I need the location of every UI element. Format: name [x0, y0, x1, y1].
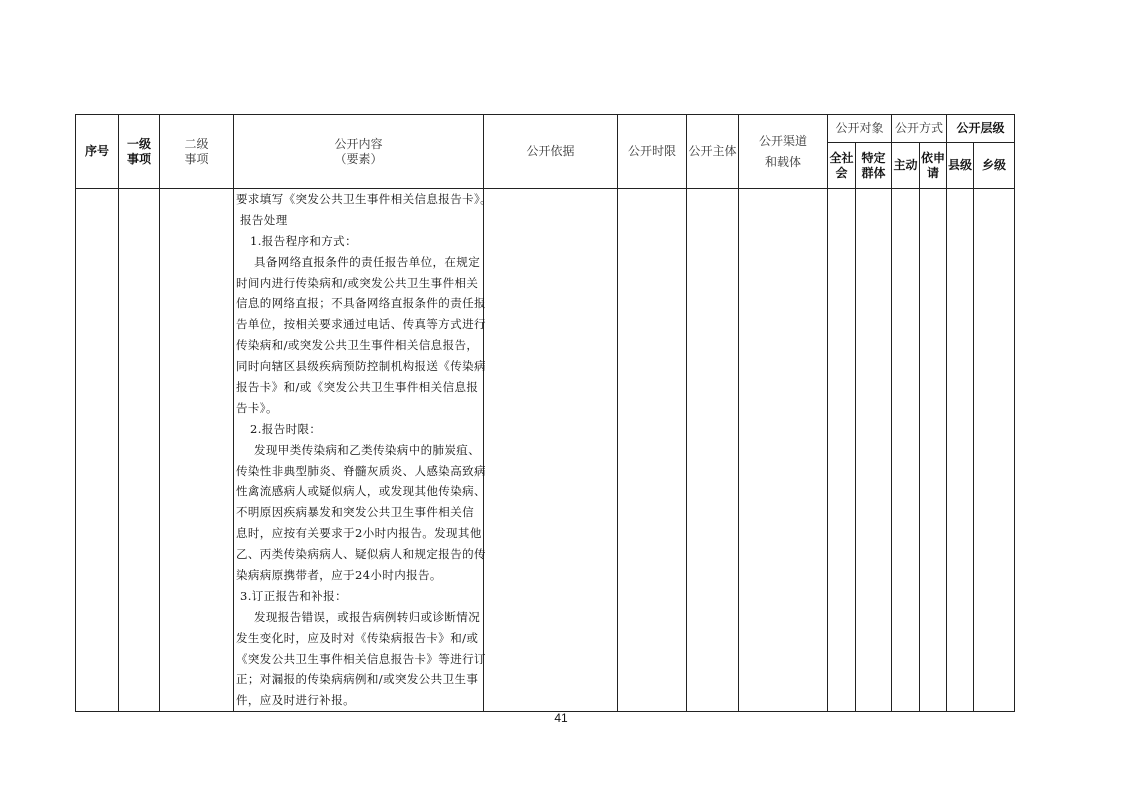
cell-basis — [484, 189, 618, 712]
header-basis: 公开依据 — [484, 115, 618, 189]
content-line: 1.报告程序和方式： — [250, 233, 357, 248]
header-level2: 二级 事项 — [160, 115, 234, 189]
cell-target-all — [828, 189, 856, 712]
cell-method-apply — [920, 189, 947, 712]
header-content-sub: （要素） — [334, 151, 383, 166]
cell-seq — [76, 189, 119, 712]
header-content — [234, 115, 484, 189]
header-content-title: 公开内容 — [334, 136, 383, 151]
header-target-all: 全社 会 — [828, 143, 856, 189]
content-line: 件，应及时进行补报。 — [236, 693, 355, 708]
header-level1: 一级 事项 — [119, 115, 160, 189]
content-line: 告卡》。 — [236, 400, 278, 415]
content-line: 染病病原携带者，应于24小时内报告。 — [236, 568, 442, 583]
header-level-township: 乡级 — [974, 143, 1015, 189]
content-line: 《突发公共卫生事件相关信息报告卡》等进行订 — [236, 651, 486, 666]
content-line: 同时向辖区县级疾病预防控制机构报送《传染病 — [236, 359, 486, 374]
header-level-county: 县级 — [947, 143, 974, 189]
content-line: 性禽流感病人或疑似病人，或发现其他传染病、 — [236, 484, 486, 499]
content-line: 报告卡》和/或《突发公共卫生事件相关信息报 — [236, 380, 479, 395]
content-line: 息时，应按有关要求于2小时内报告。发现其他 — [236, 526, 482, 541]
cell-content — [234, 189, 493, 712]
content-line: 2.报告时限： — [250, 421, 322, 436]
header-level-group: 公开层级 — [947, 115, 1015, 143]
header-target-group: 公开对象 — [828, 115, 892, 143]
header-channel — [739, 115, 828, 189]
cell-channel — [739, 189, 828, 712]
header-method-group: 公开方式 — [892, 115, 947, 143]
content-line: 乙、丙类传染病病人、疑似病人和规定报告的传 — [236, 547, 486, 562]
header-channel-line2: 和载体 — [764, 154, 801, 169]
cell-level1 — [119, 189, 160, 712]
content-line: 3.订正报告和补报： — [240, 588, 347, 603]
cell-level2 — [160, 189, 234, 712]
content-line: 传染病和/或突发公共卫生事件相关信息报告， — [236, 338, 479, 353]
header-subject: 公开主体 — [687, 115, 739, 189]
cell-time-limit — [618, 189, 687, 712]
content-line: 时间内进行传染病和/或突发公共卫生事件相关 — [236, 275, 479, 290]
content-line: 正；对漏报的传染病病例和/或突发公共卫生事 — [236, 672, 479, 687]
page-number: 41 — [554, 711, 568, 725]
header-channel-line1: 公开渠道 — [758, 133, 807, 148]
content-line: 发现报告错误，或报告病例转归或诊断情况 — [254, 609, 481, 624]
disclosure-table — [75, 114, 1015, 712]
header-seq: 序号 — [76, 115, 119, 189]
table-row — [76, 189, 1015, 712]
cell-method-active — [892, 189, 920, 712]
header-time-limit: 公开时限 — [618, 115, 687, 189]
content-line: 发现甲类传染病和乙类传染病中的肺炭疽、 — [254, 442, 481, 457]
content-line: 具备网络直报条件的责任报告单位，在规定 — [254, 254, 481, 269]
content-line: 不明原因疾病暴发和突发公共卫生事件相关信 — [236, 505, 474, 520]
content-line: 信息的网络直报；不具备网络直报条件的责任报 — [236, 296, 486, 311]
content-line: 告单位，按相关要求通过电话、传真等方式进行 — [236, 317, 486, 332]
header-method-active: 主动 — [892, 143, 920, 189]
header-target-specific: 特定 群体 — [856, 143, 892, 189]
cell-level-township — [974, 189, 1015, 712]
content-line: 要求填写《突发公共卫生事件相关信息报告卡》。 — [236, 192, 493, 206]
header-method-apply: 依申 请 — [920, 143, 947, 189]
content-line: 发生变化时，应及时对《传染病报告卡》和/或 — [236, 630, 479, 645]
content-line: 传染性非典型肺炎、脊髓灰质炎、人感染高致病 — [236, 463, 486, 478]
cell-target-specific — [856, 189, 892, 712]
cell-level-county — [947, 189, 974, 712]
cell-subject — [687, 189, 739, 712]
content-line: 报告处理 — [240, 212, 288, 227]
